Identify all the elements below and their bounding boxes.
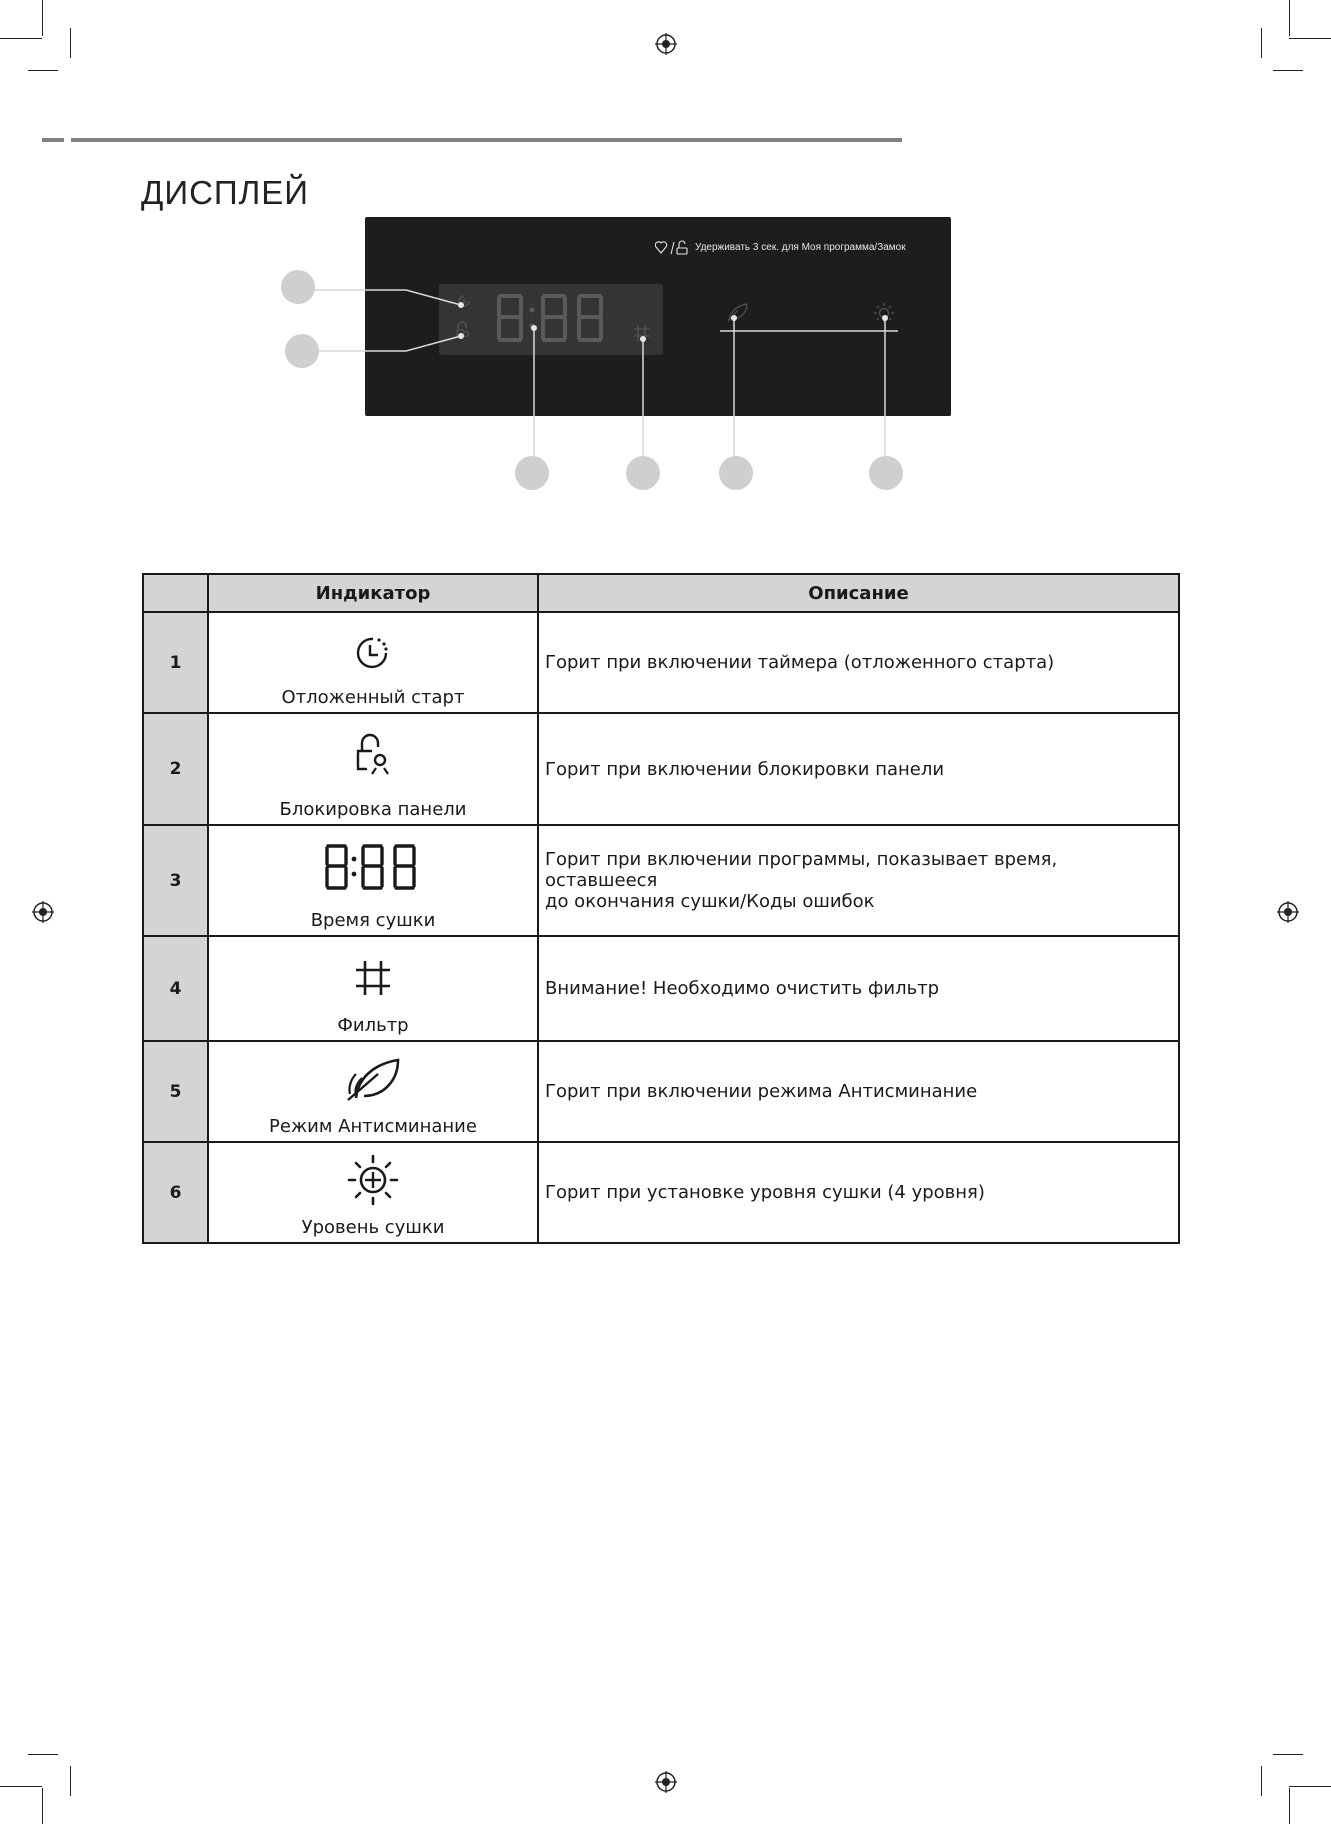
table-row — [143, 1142, 1179, 1243]
table-row — [143, 612, 1179, 713]
indicator-label: Время сушки — [310, 910, 436, 931]
page-title: ДИСПЛЕЙ — [141, 174, 310, 211]
indicator-label: Уровень сушки — [301, 1217, 445, 1238]
crop-mark — [28, 1754, 58, 1755]
crop-mark — [1261, 1766, 1262, 1796]
description-cell: Горит при установке уровня сушки (4 уровня) — [538, 1142, 1179, 1243]
row-number: 5 — [143, 1041, 208, 1142]
callout-marker-6 — [869, 456, 903, 490]
description-line: Горит при включении программы, показывает время, оставшееся — [545, 849, 1058, 891]
dry-level-icon — [346, 1153, 400, 1207]
hold-hint-text: Удерживать 3 сек. для Моя программа/Замок — [695, 242, 906, 253]
indicator-cell — [208, 612, 538, 713]
indicator-cell — [208, 1142, 538, 1243]
indicator-cell — [208, 825, 538, 936]
indicator-cell — [208, 713, 538, 825]
callout-marker-2 — [285, 334, 319, 368]
callout-marker-4 — [626, 456, 660, 490]
indicator-label: Фильтр — [337, 1015, 409, 1036]
indicator-cell — [208, 936, 538, 1041]
table-row — [143, 825, 1179, 936]
table-header-row — [143, 574, 1179, 612]
callout-marker-3 — [515, 456, 549, 490]
crop-mark — [70, 1766, 71, 1796]
crop-mark — [0, 1786, 42, 1787]
header-description: Описание — [538, 574, 1179, 612]
header-num — [143, 574, 208, 612]
row-number: 3 — [143, 825, 208, 936]
description-line: до окончания сушки/Коды ошибок — [545, 891, 875, 912]
registration-mark-icon — [32, 901, 54, 923]
leader-lines — [0, 0, 1331, 500]
indicator-label: Режим Антисминание — [269, 1116, 477, 1137]
callout-marker-1 — [281, 270, 315, 304]
description-cell: Внимание! Необходимо очистить фильтр — [538, 936, 1179, 1041]
description-cell — [538, 825, 1179, 936]
row-number: 4 — [143, 936, 208, 1041]
indicator-table — [142, 573, 1180, 1244]
indicator-cell — [208, 1041, 538, 1142]
table-row — [143, 1041, 1179, 1142]
table-row — [143, 713, 1179, 825]
indicator-label: Отложенный старт — [281, 687, 465, 708]
crop-mark — [1289, 1786, 1331, 1787]
description-cell: Горит при включении блокировки панели — [538, 713, 1179, 825]
crop-mark — [1273, 1754, 1303, 1755]
row-number: 6 — [143, 1142, 208, 1243]
description-cell: Горит при включении режима Антисминание — [538, 1041, 1179, 1142]
header-indicator: Индикатор — [208, 574, 538, 612]
registration-mark-icon — [655, 1771, 677, 1793]
crop-mark — [42, 1788, 43, 1824]
registration-mark-icon — [1277, 901, 1299, 923]
anti-crease-leaf-icon — [344, 1056, 402, 1102]
filter-grid-icon — [354, 959, 392, 997]
panel-lock-icon — [350, 732, 396, 778]
crop-mark — [1289, 1788, 1290, 1824]
description-cell: Горит при включении таймера (отложенного старта) — [538, 612, 1179, 713]
row-number: 1 — [143, 612, 208, 713]
indicator-label: Блокировка панели — [279, 799, 467, 820]
table-row — [143, 936, 1179, 1041]
delay-start-clock-icon — [353, 633, 393, 673]
row-number: 2 — [143, 713, 208, 825]
callout-marker-5 — [719, 456, 753, 490]
seven-segment-display-icon — [324, 843, 422, 891]
